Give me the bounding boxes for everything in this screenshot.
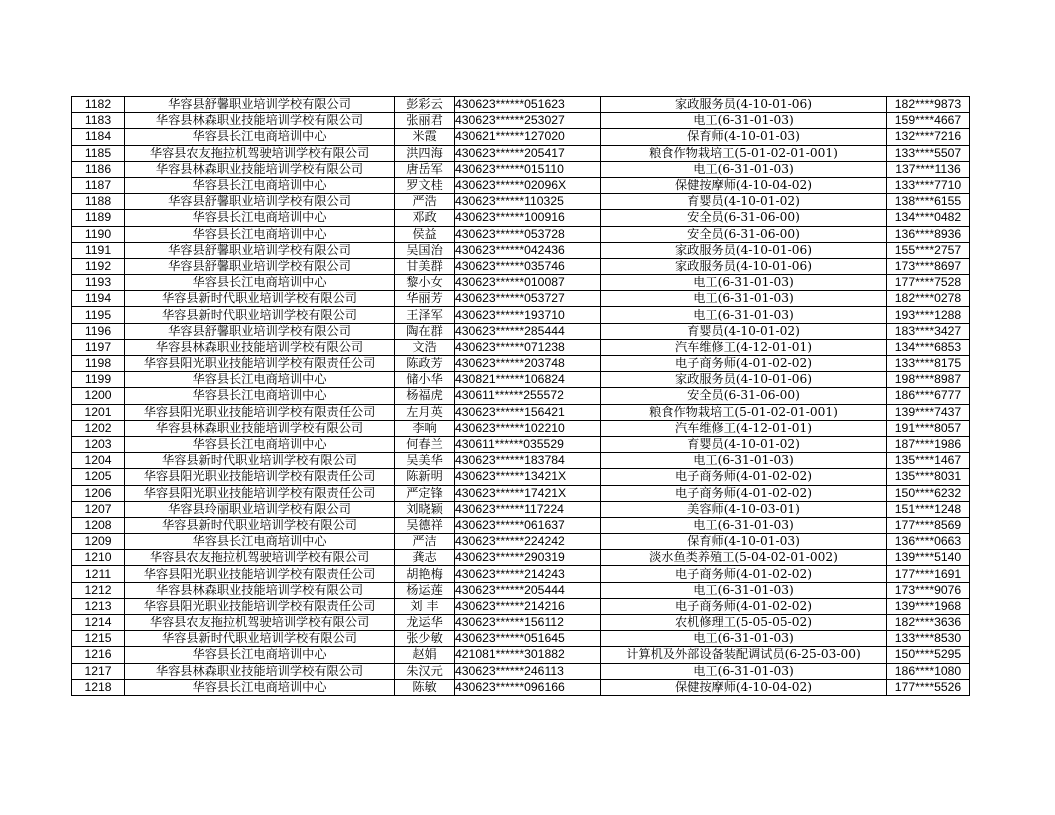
training-institution-cell: 华容县舒馨职业培训学校有限公司 [125, 194, 395, 210]
phone-number-cell: 139****7437 [887, 404, 970, 420]
id-number-cell: 430623******156112 [455, 615, 601, 631]
phone-number-cell: 134****6853 [887, 339, 970, 355]
training-institution-cell: 华容县阳光职业技能培训学校有限责任公司 [125, 566, 395, 582]
trainee-name-cell: 王泽军 [395, 307, 455, 323]
phone-number-cell: 182****3636 [887, 615, 970, 631]
table-row [72, 436, 970, 452]
training-institution-cell: 华容县长江电商培训中心 [125, 388, 395, 404]
trainee-name-cell: 黎小女 [395, 275, 455, 291]
phone-number-cell: 133****8175 [887, 356, 970, 372]
id-number-cell: 430623******02096X [455, 177, 601, 193]
trainee-name-cell: 邓政 [395, 210, 455, 226]
row-number-cell: 1188 [72, 194, 125, 210]
trainee-name-cell: 文浩 [395, 339, 455, 355]
trainee-name-cell: 朱汉元 [395, 663, 455, 679]
training-institution-cell: 华容县长江电商培训中心 [125, 647, 395, 663]
occupation-cell: 家政服务员(4-10-01-06) [601, 258, 887, 274]
training-institution-cell: 华容县玲丽职业培训学校有限公司 [125, 501, 395, 517]
id-number-cell: 430623******042436 [455, 242, 601, 258]
occupation-cell: 电子商务师(4-01-02-02) [601, 566, 887, 582]
id-number-cell: 421081******301882 [455, 647, 601, 663]
training-institution-cell: 华容县林森职业技能培训学校有限公司 [125, 161, 395, 177]
phone-number-cell: 139****1968 [887, 598, 970, 614]
occupation-cell: 家政服务员(4-10-01-06) [601, 242, 887, 258]
row-number-cell: 1218 [72, 679, 125, 695]
phone-number-cell: 138****6155 [887, 194, 970, 210]
phone-number-cell: 132****7216 [887, 129, 970, 145]
table-row [72, 129, 970, 145]
table-row [72, 372, 970, 388]
training-institution-cell: 华容县新时代职业培训学校有限公司 [125, 453, 395, 469]
id-number-cell: 430623******203748 [455, 356, 601, 372]
training-institution-cell: 华容县长江电商培训中心 [125, 226, 395, 242]
trainee-name-cell: 唐岳军 [395, 161, 455, 177]
occupation-cell: 粮食作物栽培工(5-01-02-01-001) [601, 145, 887, 161]
training-institution-cell: 华容县长江电商培训中心 [125, 679, 395, 695]
id-number-cell: 430623******117224 [455, 501, 601, 517]
id-number-cell: 430623******051623 [455, 97, 601, 113]
occupation-cell: 电工(6-31-01-03) [601, 663, 887, 679]
occupation-cell: 育婴员(4-10-01-02) [601, 323, 887, 339]
row-number-cell: 1196 [72, 323, 125, 339]
row-number-cell: 1217 [72, 663, 125, 679]
trainee-name-cell: 杨运莲 [395, 582, 455, 598]
phone-number-cell: 135****1467 [887, 453, 970, 469]
occupation-cell: 农机修理工(5-05-05-02) [601, 615, 887, 631]
training-institution-cell: 华容县阳光职业技能培训学校有限责任公司 [125, 598, 395, 614]
id-number-cell: 430623******110325 [455, 194, 601, 210]
table-row [72, 258, 970, 274]
table-row [72, 242, 970, 258]
row-number-cell: 1192 [72, 258, 125, 274]
row-number-cell: 1199 [72, 372, 125, 388]
trainee-name-cell: 龚志 [395, 550, 455, 566]
row-number-cell: 1207 [72, 501, 125, 517]
table-row [72, 647, 970, 663]
row-number-cell: 1213 [72, 598, 125, 614]
row-number-cell: 1197 [72, 339, 125, 355]
phone-number-cell: 182****0278 [887, 291, 970, 307]
table-row [72, 97, 970, 113]
id-number-cell: 430623******035746 [455, 258, 601, 274]
phone-number-cell: 177****1691 [887, 566, 970, 582]
table-row [72, 663, 970, 679]
table-row [72, 161, 970, 177]
table-row [72, 226, 970, 242]
phone-number-cell: 182****9873 [887, 97, 970, 113]
row-number-cell: 1202 [72, 420, 125, 436]
occupation-cell: 电工(6-31-01-03) [601, 582, 887, 598]
occupation-cell: 电工(6-31-01-03) [601, 307, 887, 323]
occupation-cell: 电子商务师(4-01-02-02) [601, 356, 887, 372]
table-row [72, 420, 970, 436]
training-institution-cell: 华容县长江电商培训中心 [125, 275, 395, 291]
phone-number-cell: 150****5295 [887, 647, 970, 663]
phone-number-cell: 134****0482 [887, 210, 970, 226]
trainee-name-cell: 刘晓颖 [395, 501, 455, 517]
trainee-name-cell: 陶在群 [395, 323, 455, 339]
row-number-cell: 1183 [72, 113, 125, 129]
trainee-name-cell: 米霞 [395, 129, 455, 145]
occupation-cell: 电工(6-31-01-03) [601, 275, 887, 291]
occupation-cell: 美容师(4-10-03-01) [601, 501, 887, 517]
trainee-name-cell: 张少敏 [395, 631, 455, 647]
occupation-cell: 安全员(6-31-06-00) [601, 210, 887, 226]
table-row [72, 469, 970, 485]
table-row [72, 356, 970, 372]
occupation-cell: 汽车维修工(4-12-01-01) [601, 420, 887, 436]
id-number-cell: 430623******156421 [455, 404, 601, 420]
id-number-cell: 430611******035529 [455, 436, 601, 452]
id-number-cell: 430623******061637 [455, 517, 601, 533]
table-row [72, 210, 970, 226]
occupation-cell: 电子商务师(4-01-02-02) [601, 485, 887, 501]
row-number-cell: 1194 [72, 291, 125, 307]
trainee-name-cell: 李响 [395, 420, 455, 436]
trainee-name-cell: 吴美华 [395, 453, 455, 469]
phone-number-cell: 139****5140 [887, 550, 970, 566]
table-row [72, 615, 970, 631]
row-number-cell: 1204 [72, 453, 125, 469]
row-number-cell: 1187 [72, 177, 125, 193]
trainee-name-cell: 洪四海 [395, 145, 455, 161]
occupation-cell: 电工(6-31-01-03) [601, 631, 887, 647]
phone-number-cell: 177****8569 [887, 517, 970, 533]
occupation-cell: 电工(6-31-01-03) [601, 161, 887, 177]
occupation-cell: 汽车维修工(4-12-01-01) [601, 339, 887, 355]
phone-number-cell: 186****6777 [887, 388, 970, 404]
occupation-cell: 电工(6-31-01-03) [601, 453, 887, 469]
occupation-cell: 保健按摩师(4-10-04-02) [601, 679, 887, 695]
phone-number-cell: 187****1986 [887, 436, 970, 452]
trainee-name-cell: 左月英 [395, 404, 455, 420]
row-number-cell: 1210 [72, 550, 125, 566]
id-number-cell: 430623******205444 [455, 582, 601, 598]
training-institution-cell: 华容县林森职业技能培训学校有限公司 [125, 420, 395, 436]
id-number-cell: 430623******053727 [455, 291, 601, 307]
id-number-cell: 430623******253027 [455, 113, 601, 129]
trainee-name-cell: 胡艳梅 [395, 566, 455, 582]
id-number-cell: 430623******214216 [455, 598, 601, 614]
trainee-name-cell: 罗文桂 [395, 177, 455, 193]
phone-number-cell: 133****5507 [887, 145, 970, 161]
training-roster-table [71, 96, 970, 696]
phone-number-cell: 177****5526 [887, 679, 970, 695]
row-number-cell: 1185 [72, 145, 125, 161]
occupation-cell: 电工(6-31-01-03) [601, 291, 887, 307]
occupation-cell: 育婴员(4-10-01-02) [601, 436, 887, 452]
table-row [72, 194, 970, 210]
occupation-cell: 家政服务员(4-10-01-06) [601, 97, 887, 113]
training-institution-cell: 华容县长江电商培训中心 [125, 129, 395, 145]
training-institution-cell: 华容县阳光职业技能培训学校有限责任公司 [125, 469, 395, 485]
trainee-name-cell: 陈敏 [395, 679, 455, 695]
table-row [72, 534, 970, 550]
occupation-cell: 安全员(6-31-06-00) [601, 388, 887, 404]
id-number-cell: 430623******053728 [455, 226, 601, 242]
table-row [72, 485, 970, 501]
training-institution-cell: 华容县舒馨职业培训学校有限公司 [125, 258, 395, 274]
training-institution-cell: 华容县长江电商培训中心 [125, 210, 395, 226]
occupation-cell: 保育师(4-10-01-03) [601, 129, 887, 145]
training-institution-cell: 华容县阳光职业技能培训学校有限责任公司 [125, 404, 395, 420]
training-institution-cell: 华容县农友拖拉机驾驶培训学校有限公司 [125, 145, 395, 161]
table-row [72, 291, 970, 307]
id-number-cell: 430623******13421X [455, 469, 601, 485]
training-institution-cell: 华容县农友拖拉机驾驶培训学校有限公司 [125, 550, 395, 566]
id-number-cell: 430623******100916 [455, 210, 601, 226]
row-number-cell: 1190 [72, 226, 125, 242]
row-number-cell: 1203 [72, 436, 125, 452]
table-row [72, 582, 970, 598]
occupation-cell: 粮食作物栽培工(5-01-02-01-001) [601, 404, 887, 420]
row-number-cell: 1184 [72, 129, 125, 145]
table-row [72, 517, 970, 533]
row-number-cell: 1182 [72, 97, 125, 113]
trainee-name-cell: 龙运华 [395, 615, 455, 631]
training-institution-cell: 华容县长江电商培训中心 [125, 372, 395, 388]
id-number-cell: 430623******214243 [455, 566, 601, 582]
trainee-name-cell: 甘美群 [395, 258, 455, 274]
row-number-cell: 1208 [72, 517, 125, 533]
occupation-cell: 淡水鱼类养殖工(5-04-02-01-002) [601, 550, 887, 566]
row-number-cell: 1211 [72, 566, 125, 582]
training-institution-cell: 华容县林森职业技能培训学校有限公司 [125, 113, 395, 129]
table-row [72, 113, 970, 129]
table-row [72, 501, 970, 517]
training-institution-cell: 华容县新时代职业培训学校有限公司 [125, 307, 395, 323]
phone-number-cell: 193****1288 [887, 307, 970, 323]
row-number-cell: 1195 [72, 307, 125, 323]
table-body [72, 97, 970, 696]
row-number-cell: 1191 [72, 242, 125, 258]
trainee-name-cell: 严浩 [395, 194, 455, 210]
training-institution-cell: 华容县新时代职业培训学校有限公司 [125, 291, 395, 307]
training-institution-cell: 华容县新时代职业培训学校有限公司 [125, 517, 395, 533]
phone-number-cell: 136****8936 [887, 226, 970, 242]
training-institution-cell: 华容县舒馨职业培训学校有限公司 [125, 323, 395, 339]
trainee-name-cell: 华丽芳 [395, 291, 455, 307]
training-institution-cell: 华容县林森职业技能培训学校有限公司 [125, 663, 395, 679]
phone-number-cell: 159****4667 [887, 113, 970, 129]
phone-number-cell: 135****8031 [887, 469, 970, 485]
row-number-cell: 1201 [72, 404, 125, 420]
phone-number-cell: 151****1248 [887, 501, 970, 517]
trainee-name-cell: 陈新明 [395, 469, 455, 485]
table-row [72, 598, 970, 614]
id-number-cell: 430621******127020 [455, 129, 601, 145]
table-row [72, 388, 970, 404]
occupation-cell: 电子商务师(4-01-02-02) [601, 598, 887, 614]
row-number-cell: 1209 [72, 534, 125, 550]
row-number-cell: 1214 [72, 615, 125, 631]
phone-number-cell: 136****0663 [887, 534, 970, 550]
row-number-cell: 1212 [72, 582, 125, 598]
phone-number-cell: 177****7528 [887, 275, 970, 291]
phone-number-cell: 183****3427 [887, 323, 970, 339]
row-number-cell: 1215 [72, 631, 125, 647]
occupation-cell: 电工(6-31-01-03) [601, 113, 887, 129]
row-number-cell: 1216 [72, 647, 125, 663]
training-institution-cell: 华容县长江电商培训中心 [125, 177, 395, 193]
table-row [72, 679, 970, 695]
phone-number-cell: 173****9076 [887, 582, 970, 598]
trainee-name-cell: 赵娟 [395, 647, 455, 663]
phone-number-cell: 137****1136 [887, 161, 970, 177]
table-row [72, 275, 970, 291]
training-institution-cell: 华容县长江电商培训中心 [125, 534, 395, 550]
phone-number-cell: 133****7710 [887, 177, 970, 193]
occupation-cell: 家政服务员(4-10-01-06) [601, 372, 887, 388]
id-number-cell: 430623******17421X [455, 485, 601, 501]
table-row [72, 145, 970, 161]
table-row [72, 566, 970, 582]
row-number-cell: 1206 [72, 485, 125, 501]
table-row [72, 323, 970, 339]
row-number-cell: 1189 [72, 210, 125, 226]
occupation-cell: 安全员(6-31-06-00) [601, 226, 887, 242]
occupation-cell: 育婴员(4-10-01-02) [601, 194, 887, 210]
trainee-name-cell: 储小华 [395, 372, 455, 388]
trainee-name-cell: 侯益 [395, 226, 455, 242]
row-number-cell: 1200 [72, 388, 125, 404]
occupation-cell: 电子商务师(4-01-02-02) [601, 469, 887, 485]
table-row [72, 631, 970, 647]
phone-number-cell: 150****6232 [887, 485, 970, 501]
id-number-cell: 430623******096166 [455, 679, 601, 695]
id-number-cell: 430611******255572 [455, 388, 601, 404]
id-number-cell: 430623******071238 [455, 339, 601, 355]
occupation-cell: 电工(6-31-01-03) [601, 517, 887, 533]
phone-number-cell: 155****2757 [887, 242, 970, 258]
id-number-cell: 430623******285444 [455, 323, 601, 339]
occupation-cell: 保健按摩师(4-10-04-02) [601, 177, 887, 193]
training-institution-cell: 华容县长江电商培训中心 [125, 436, 395, 452]
training-institution-cell: 华容县舒馨职业培训学校有限公司 [125, 242, 395, 258]
id-number-cell: 430821******106824 [455, 372, 601, 388]
id-number-cell: 430623******051645 [455, 631, 601, 647]
trainee-name-cell: 刘 丰 [395, 598, 455, 614]
occupation-cell: 计算机及外部设备装配调试员(6-25-03-00) [601, 647, 887, 663]
trainee-name-cell: 严定锋 [395, 485, 455, 501]
phone-number-cell: 133****8530 [887, 631, 970, 647]
row-number-cell: 1186 [72, 161, 125, 177]
trainee-name-cell: 杨福虎 [395, 388, 455, 404]
id-number-cell: 430623******205417 [455, 145, 601, 161]
trainee-name-cell: 何春兰 [395, 436, 455, 452]
id-number-cell: 430623******102210 [455, 420, 601, 436]
table-row [72, 177, 970, 193]
training-institution-cell: 华容县阳光职业技能培训学校有限责任公司 [125, 485, 395, 501]
training-institution-cell: 华容县阳光职业技能培训学校有限责任公司 [125, 356, 395, 372]
training-institution-cell: 华容县林森职业技能培训学校有限公司 [125, 582, 395, 598]
table-row [72, 550, 970, 566]
table-row [72, 404, 970, 420]
trainee-name-cell: 吴国治 [395, 242, 455, 258]
trainee-name-cell: 张丽君 [395, 113, 455, 129]
id-number-cell: 430623******224242 [455, 534, 601, 550]
table-row [72, 307, 970, 323]
id-number-cell: 430623******290319 [455, 550, 601, 566]
id-number-cell: 430623******183784 [455, 453, 601, 469]
training-institution-cell: 华容县林森职业技能培训学校有限公司 [125, 339, 395, 355]
training-institution-cell: 华容县舒馨职业培训学校有限公司 [125, 97, 395, 113]
occupation-cell: 保育师(4-10-01-03) [601, 534, 887, 550]
row-number-cell: 1205 [72, 469, 125, 485]
phone-number-cell: 198****8987 [887, 372, 970, 388]
id-number-cell: 430623******015110 [455, 161, 601, 177]
phone-number-cell: 191****8057 [887, 420, 970, 436]
id-number-cell: 430623******193710 [455, 307, 601, 323]
table-row [72, 339, 970, 355]
phone-number-cell: 173****8697 [887, 258, 970, 274]
trainee-name-cell: 吴德祥 [395, 517, 455, 533]
id-number-cell: 430623******010087 [455, 275, 601, 291]
trainee-name-cell: 陈政芳 [395, 356, 455, 372]
table-row [72, 453, 970, 469]
phone-number-cell: 186****1080 [887, 663, 970, 679]
training-institution-cell: 华容县农友拖拉机驾驶培训学校有限公司 [125, 615, 395, 631]
training-institution-cell: 华容县新时代职业培训学校有限公司 [125, 631, 395, 647]
row-number-cell: 1198 [72, 356, 125, 372]
row-number-cell: 1193 [72, 275, 125, 291]
trainee-name-cell: 彭彩云 [395, 97, 455, 113]
trainee-name-cell: 严洁 [395, 534, 455, 550]
id-number-cell: 430623******246113 [455, 663, 601, 679]
